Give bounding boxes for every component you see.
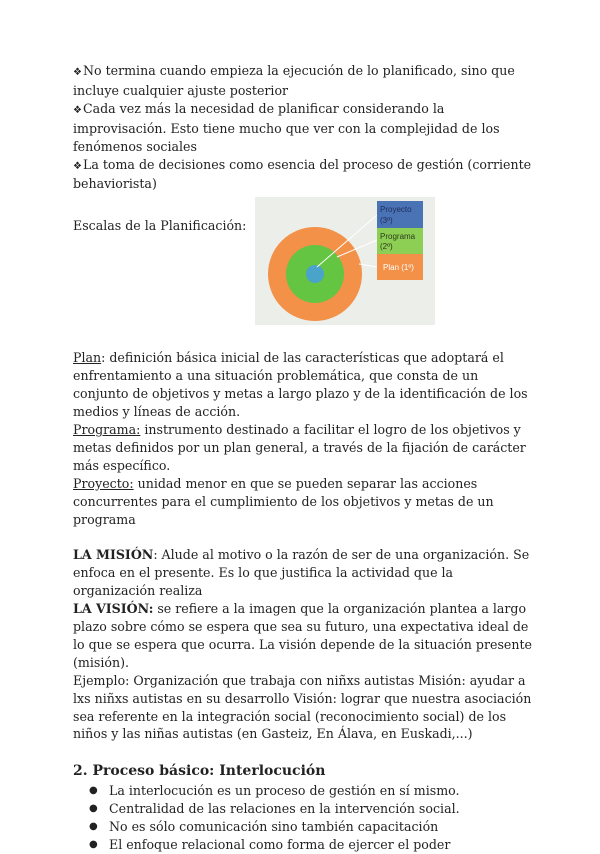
definition-plan: Plan: definición básica inicial de las características que adoptará el enfrentamiento a una situación problemática, que consta de un conjunto de objetivos y metas a largo plazo y de la identificación de los medios y líneas de acción. [73, 350, 528, 420]
vision-paragraph: LA VISIÓN: se refiere a la imagen que la organización plantea a largo plazo sobre cómo se espera que sea su futuro, una expectativa ideal de lo que se espera que ocurra. La visión depende de la situación presente (misión). [73, 601, 532, 670]
diamond-bullet-icon: ❖ [73, 67, 82, 78]
list-item: ● Centralidad de las relaciones en la intervención social. [109, 800, 533, 818]
scales-section [73, 201, 533, 351]
definition-proyecto: Proyecto: unidad menor en que se pueden separar las acciones concurrentes para el cumplimiento de los objetivos y metas de un programa [73, 475, 494, 527]
bullet-item: ❖Cada vez más la necesidad de planificar considerando la improvisación. Esto tiene mucho que ver con la complejidad de los fenómenos sociales [73, 100, 500, 154]
diamond-bullet-icon: ❖ [73, 104, 82, 116]
proyecto-circle [306, 265, 324, 283]
bullet-item: ❖La toma de decisiones como esencia del proceso de gestión (corriente behaviorista) [73, 156, 532, 192]
section-heading: 2. Proceso básico: Interlocución [73, 763, 326, 780]
planning-scales-diagram [255, 197, 435, 325]
proyecto-level: (3º) [380, 216, 393, 226]
proyecto-label: Proyecto [380, 205, 412, 215]
document-page [73, 62, 533, 854]
planning-scales-figure [255, 197, 435, 325]
list-item: ● El enfoque relacional como forma de ejercer el poder [109, 836, 533, 854]
programa-level: (2º) [380, 242, 393, 252]
list-item: ● La interlocución es un proceso de gestión en sí mismo. [109, 782, 533, 800]
mission-paragraph: LA MISIÓN: Alude al motivo o la razón de ser de una organización. Se enfoca en el presente. Es lo que justifica la actividad que la organización realiza [73, 547, 530, 599]
list-item: ● No es sólo comunicación sino también capacitación [109, 818, 533, 836]
plan-connector [359, 264, 377, 267]
definition-programa: Programa: instrumento destinado a facilitar el logro de los objetivos y metas definidos por un plan general, a través de la fijación de carácter más específico. [73, 421, 526, 473]
scales-label: Escalas de la Planificación: [73, 218, 247, 234]
section-list [73, 782, 533, 854]
programa-label: Programa [380, 232, 416, 242]
plan-label: Plan (1º) [383, 263, 414, 273]
diamond-bullet-icon: ❖ [73, 160, 82, 172]
example-paragraph: Ejemplo: Organización que trabaja con niñxs autistas Misión: ayudar a lxs niñxs autistas en su desarrollo Visión: lograr que nuestra asociación sea referente en la integración social (reconocimiento social) de los niños y las niñas autistas (en Gasteiz, En Álava, en Euskadi,...) [73, 672, 532, 742]
bullet-item: ❖No termina cuando empieza la ejecución de lo planificado, sino que incluye cualquier ajuste posterior [73, 63, 515, 98]
